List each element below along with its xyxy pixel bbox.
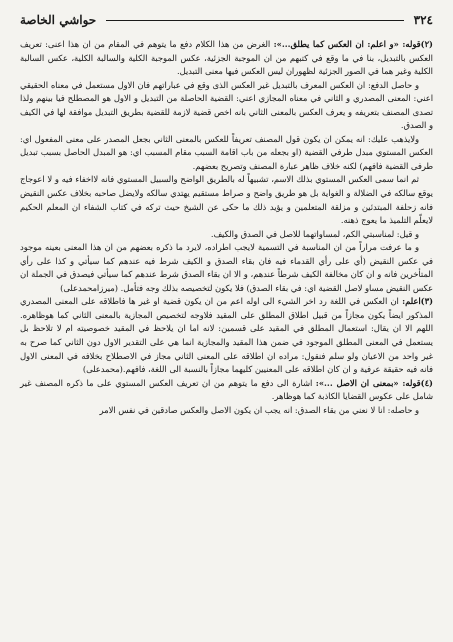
header-rule xyxy=(106,20,403,21)
paragraph xyxy=(20,133,433,174)
paragraph-note-3 xyxy=(20,295,433,376)
paragraph-note-4 xyxy=(20,377,433,404)
paragraph xyxy=(20,241,433,295)
paragraph xyxy=(20,404,433,418)
paragraph-text: ان العكس في اللغة رد اخر الشيء الى اوله اعم من ان يكون قضية او غير ها فاطلاقه على المعنى المصدري المذكور ايضاً يكون مجازاً من قبيل اطلاق المطلق على المقيد فلاوجه لتخصيص المجازية بالمعنى الثاني كما هوظاهره. اللهم الا ان يقال: استعمال المطلق في المقيد على قسمين: لانه اما ان يلاحظ في المقيد خصوصيته ام لا تلاحظ بل يستعمل في المعنى المطلق الموجود في ضمن هذا المقيد والمجازية انما هي على التقدير الاول دون الثاني كما صرح به غير واحد من الاعيان ولو سلم فنقول: مراده ان اطلاقه على المعنى الثاني مجاز في الاصطلاح بخلافه في المعنى الاول فانه فيه حقيقة عرفية و ان كان اطلاقه على المعنيين كليهما مجازاً بالنسبة الى اللغة، فافهم.(محمدعلى) xyxy=(20,296,433,375)
paragraph-text: و قيل: لمناسبتي الكم، لمساواتهما للاصل في الصدق والكيف. xyxy=(210,228,419,239)
page-number: ٣٢٤ xyxy=(413,13,433,27)
page-body xyxy=(20,38,433,417)
paragraph-text: اشارة الى دفع ما يتوهم من ان تعريف العكس المستوي على ما ذكره المصنف غير شامل على عكوس القضايا الكاذبة كما هوظاهر. xyxy=(20,377,433,402)
paragraph-text: و حاصل الدفع: ان العكس المعرف بالتبديل غير العكس الذى وقع في عباراتهم فان الاول مستعمل في معناه الحقيقي اعني: المعنى المصدري و الثاني في معناه المجازي اعني: القضية الحاصلة من التبديل و الاول هو المصطلح فيا بينهم ولذا تصدى المصنف بتعريفه و يعرف العكس بالمعنى الثاني بانه اخص قضية لازمة للقضية بطريق التبديل موافقة لها في الكيف و الصدق. xyxy=(20,79,433,131)
paragraph-text: و حاصله: انا لا نعني من بقاء الصدق: انه يجب ان يكون الاصل والعكس صادقين في نفس الامر xyxy=(99,404,419,415)
running-title: حواشي الخاصة xyxy=(20,13,97,27)
note-heading: (٢)قوله: «و اعلم: ان العكس كما يطلق...»: xyxy=(273,39,433,49)
paragraph-text: الغرض من هذا الكلام دفع ما يتوهم في المقام من ان هذا اعنى: تعريف العكس بالتبديل، بنا في ما وقع في كتبهم من ان الموجبة الجزئية، عكس الموجبة الكلية والسالبة الكلية، عكس السالبة الكلية وغير هما في الصور الجزئية لظهوران ليس العكس فيها معنى التبديل. xyxy=(20,39,433,77)
paragraph-text: ولايذهب عليك: انه يمكن ان يكون قول المصنف تعريفاً للعكس بالمعنى الثاني بجعل المصدر على معنى المفعول اي: العكس المستوي مبدل طرفي القضية (او بجعله من باب اقامة السبب مقام المسبب اي: هو المبدل الحاصل بسبب تبديل طرفى القضية فافهم) لكنه خلاف ظاهر عبارة المصنف وتصريح بعضهم. xyxy=(20,133,433,171)
paragraph xyxy=(20,228,433,242)
note-heading: (٣)اعلم: xyxy=(402,296,433,307)
paragraph-text: و ما عرفت مراراً من ان المناسبة في التسمية لايجب اطراده، لايرد ما ذكره بعضهم من ان هذا المعنى بعينه موجود في عكس النقيض (أي على رأي القدماء فيه فان بقاء الصدق و الكيف شرط فيه عندهم كما سيأتي و كذا على رأي المتأخرين فانه و ان كان مخالفة الكيف شرطاً عندهم، و الا ان بقاء الصدق شرط عندهم كما سيأتي فيصدق في الجملة ان عكس النقيض مساو لاصل القضية اي: في بقاء الصدق) فلا يكون لتخصيصه بذلك وجه فتأمل. (ميرزامحمدعلى) xyxy=(20,242,433,293)
paragraph-text: ثم انما سمى العكس المستوي بذلك الاسم، تشبيهاً له بالطريق الواضح والسبيل المستوي فانه لااخفاء فيه و لا اعوجاج يوقع سالكه في الضلالة و الغواية بل هو طريق واضح و صراط مستقيم يهتدي سالكه ولايضل صاحبه بخلاف عكس النقيض فانه زحلفة المبتدئين و مزلقة المتعلمين و يؤيد ذلك ما حكى عن الشيخ حيث تركه في كتاب الشفاء ان المعلم الحكيم لايعلّم التلميذ ما يعوج ذهنه. xyxy=(20,174,433,226)
paragraph xyxy=(20,79,433,133)
note-heading: (٤)قوله: «بمعنى ان الاصل ...»: xyxy=(315,377,433,388)
paragraph xyxy=(20,173,433,227)
page-header xyxy=(20,10,433,30)
paragraph-note-2 xyxy=(20,38,433,79)
